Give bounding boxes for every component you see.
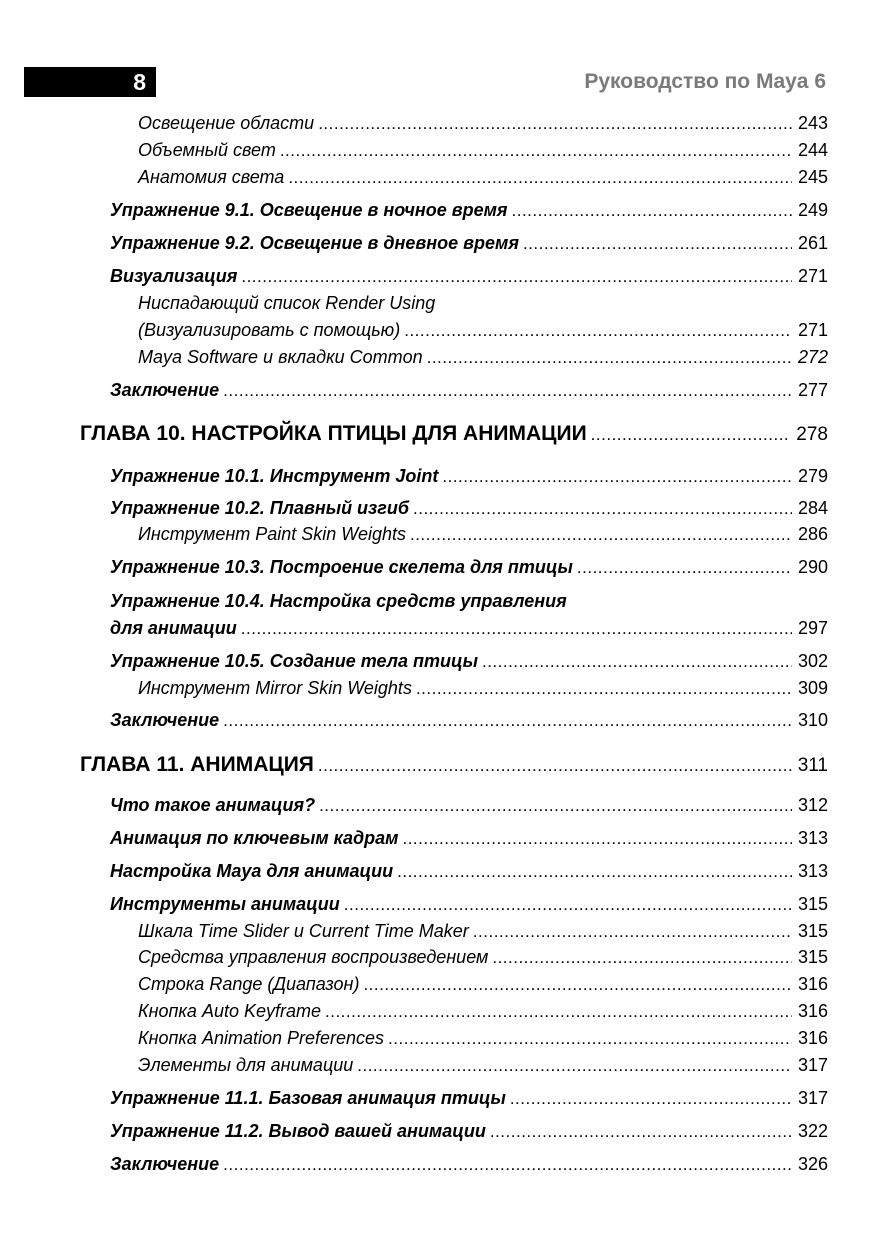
- toc-chapter-title: ГЛАВА 10. НАСТРОЙКА ПТИЦЫ ДЛЯ АНИМАЦИИ: [80, 422, 587, 445]
- toc-entry-title: Упражнение 11.1. Базовая анимация птицы: [110, 1088, 506, 1108]
- toc-entry: [0, 1121, 828, 1142]
- toc-dot-leader: [223, 711, 792, 731]
- toc-entry: [0, 710, 828, 731]
- toc-entry: [0, 167, 828, 188]
- toc-entry-title: для анимации: [110, 618, 237, 638]
- toc-entry-title: Упражнение 10.2. Плавный изгиб: [110, 498, 409, 518]
- toc-page-number: 311: [797, 755, 828, 776]
- toc-entry-title: (Визуализировать с помощью): [138, 320, 401, 340]
- toc-chapter: [0, 753, 828, 777]
- toc-page-number: 277: [797, 380, 828, 400]
- toc-entry-title: Освещение области: [138, 113, 315, 133]
- toc-entry-title: Упражнение 10.3. Построение скелета для птицы: [110, 557, 573, 577]
- toc-dot-leader: [482, 652, 792, 672]
- page-number: 8: [133, 69, 146, 95]
- toc-page-number: 249: [797, 200, 828, 220]
- toc-entry: [0, 1088, 828, 1109]
- toc-entry-title: Анимация по ключевым кадрам: [110, 828, 399, 848]
- toc-dot-leader: [591, 425, 791, 445]
- toc-page-number: 317: [797, 1088, 828, 1108]
- toc-page-number: 261: [797, 233, 828, 253]
- toc-entry-title: Элементы для анимации: [138, 1055, 354, 1075]
- toc-dot-leader: [280, 141, 792, 161]
- toc-page-number: 272: [797, 347, 828, 367]
- toc-entry: [0, 113, 828, 134]
- toc-dot-leader: [442, 467, 792, 487]
- toc-dot-leader: [577, 558, 792, 578]
- toc-dot-leader: [357, 1056, 792, 1076]
- toc-entry: [0, 921, 828, 942]
- toc-entry: [0, 1055, 828, 1076]
- toc-page-number: 315: [797, 894, 828, 914]
- toc-dot-leader: [388, 1029, 792, 1049]
- toc-dot-leader: [404, 321, 792, 341]
- toc-entry: [0, 894, 828, 915]
- toc-entry: [0, 200, 828, 221]
- toc-entry: [0, 591, 828, 612]
- toc-dot-leader: [402, 829, 791, 849]
- toc-dot-leader: [490, 1122, 792, 1142]
- toc-entry-title: Инструмент Mirror Skin Weights: [138, 678, 412, 698]
- toc-dot-leader: [416, 679, 792, 699]
- toc-page-number: 326: [797, 1154, 828, 1174]
- toc-dot-leader: [344, 895, 792, 915]
- toc-entry-title: Упражнение 10.5. Создание тела птицы: [110, 651, 478, 671]
- toc-dot-leader: [410, 525, 792, 545]
- toc-entry: [0, 293, 828, 314]
- toc-dot-leader: [363, 975, 792, 995]
- toc-entry-title: Заключение: [110, 710, 220, 730]
- toc-entry-title: Кнопка Auto Keyframe: [138, 1001, 321, 1021]
- toc-chapter: [0, 422, 828, 446]
- toc-page-number: 297: [797, 618, 828, 638]
- toc-page-number: 313: [797, 861, 828, 881]
- toc-page-number: 322: [797, 1121, 828, 1141]
- toc-entry: [0, 795, 828, 816]
- toc-entry-title: Ниспадающий список Render Using: [138, 293, 436, 313]
- toc-entry: [0, 947, 828, 968]
- toc-page-number: 290: [797, 557, 828, 577]
- toc-entry-title: Упражнение 10.1. Инструмент Joint: [110, 466, 439, 486]
- toc-entry: [0, 140, 828, 161]
- toc-entry: [0, 557, 828, 578]
- toc-page-number: 271: [797, 266, 828, 286]
- toc-page-number: 278: [796, 424, 828, 445]
- toc-entry: [0, 320, 828, 341]
- toc-entry-title: Упражнение 9.1. Освещение в ночное время: [110, 200, 508, 220]
- toc-page-number: 279: [797, 466, 828, 486]
- toc-entry-title: Заключение: [110, 1154, 220, 1174]
- toc-entry: [0, 233, 828, 254]
- toc-entry: [0, 678, 828, 699]
- toc-entry: [0, 618, 828, 639]
- toc-page-number: 245: [797, 167, 828, 187]
- toc-chapter-title: ГЛАВА 11. АНИМАЦИЯ: [80, 753, 314, 776]
- toc-page-number: 316: [797, 1001, 828, 1021]
- toc-dot-leader: [512, 201, 792, 221]
- toc-dot-leader: [223, 381, 792, 401]
- toc-dot-leader: [319, 796, 792, 816]
- toc-page-number: 302: [797, 651, 828, 671]
- toc-entry-title: Заключение: [110, 380, 220, 400]
- toc-page-number: 315: [797, 921, 828, 941]
- toc-entry-title: Анатомия света: [138, 167, 285, 187]
- toc-dot-leader: [492, 948, 792, 968]
- toc-dot-leader: [318, 756, 792, 776]
- toc-page-number: 312: [797, 795, 828, 815]
- toc-page-number: 271: [797, 320, 828, 340]
- toc-entry: [0, 524, 828, 545]
- toc-dot-leader: [318, 114, 792, 134]
- toc-page-number: 309: [797, 678, 828, 698]
- toc-entry: [0, 861, 828, 882]
- toc-entry-title: Упражнение 11.2. Вывод вашей анимации: [110, 1121, 486, 1141]
- toc-entry-title: Упражнение 10.4. Настройка средств управления: [110, 591, 567, 611]
- toc-entry: [0, 1001, 828, 1022]
- toc-entry: [0, 347, 828, 368]
- toc-entry-title: Что такое анимация?: [110, 795, 316, 815]
- toc-entry: [0, 466, 828, 487]
- toc-entry-title: Инструмент Paint Skin Weights: [138, 524, 406, 544]
- toc-dot-leader: [523, 234, 792, 254]
- toc-entry-title: Инструменты анимации: [110, 894, 340, 914]
- toc-dot-leader: [325, 1002, 792, 1022]
- toc-entry-title: Кнопка Animation Preferences: [138, 1028, 385, 1048]
- toc-dot-leader: [241, 267, 792, 287]
- toc-page-number: 317: [797, 1055, 828, 1075]
- toc-entry: [0, 651, 828, 672]
- toc-page-number: 315: [797, 947, 828, 967]
- toc-entry-title: Строка Range (Диапазон): [138, 974, 360, 994]
- toc-dot-leader: [288, 168, 792, 188]
- toc-dot-leader: [241, 619, 792, 639]
- toc-page-number: 286: [797, 524, 828, 544]
- toc-dot-leader: [223, 1155, 792, 1175]
- toc-page-number: 316: [797, 974, 828, 994]
- toc-entry: [0, 1028, 828, 1049]
- toc-entry-title: Визуализация: [110, 266, 238, 286]
- toc-entry: [0, 974, 828, 995]
- toc-entry: [0, 1154, 828, 1175]
- toc-page-number: 310: [797, 710, 828, 730]
- running-header-title: Руководство по Maya 6: [584, 70, 826, 93]
- toc-entry-title: Объемный свет: [138, 140, 276, 160]
- toc-entry: [0, 266, 828, 287]
- toc-page-number: 244: [797, 140, 828, 160]
- toc-entry-title: Настройка Maya для анимации: [110, 861, 394, 881]
- toc-page-number: 313: [797, 828, 828, 848]
- toc-dot-leader: [397, 862, 792, 882]
- toc-entry: [0, 828, 828, 849]
- toc-entry: [0, 498, 828, 519]
- toc-entry-title: Средства управления воспроизведением: [138, 947, 489, 967]
- toc-entry: [0, 380, 828, 401]
- toc-dot-leader: [473, 922, 792, 942]
- toc-dot-leader: [427, 348, 792, 368]
- toc-entry-title: Шкала Time Slider и Current Time Maker: [138, 921, 469, 941]
- toc-entry-title: Упражнение 9.2. Освещение в дневное время: [110, 233, 519, 253]
- toc-page-number: 316: [797, 1028, 828, 1048]
- toc-entry-title: Maya Software и вкладки Common: [138, 347, 423, 367]
- toc-page-number: 243: [797, 113, 828, 133]
- toc-dot-leader: [413, 499, 792, 519]
- toc-dot-leader: [510, 1089, 792, 1109]
- toc-page-number: 284: [797, 498, 828, 518]
